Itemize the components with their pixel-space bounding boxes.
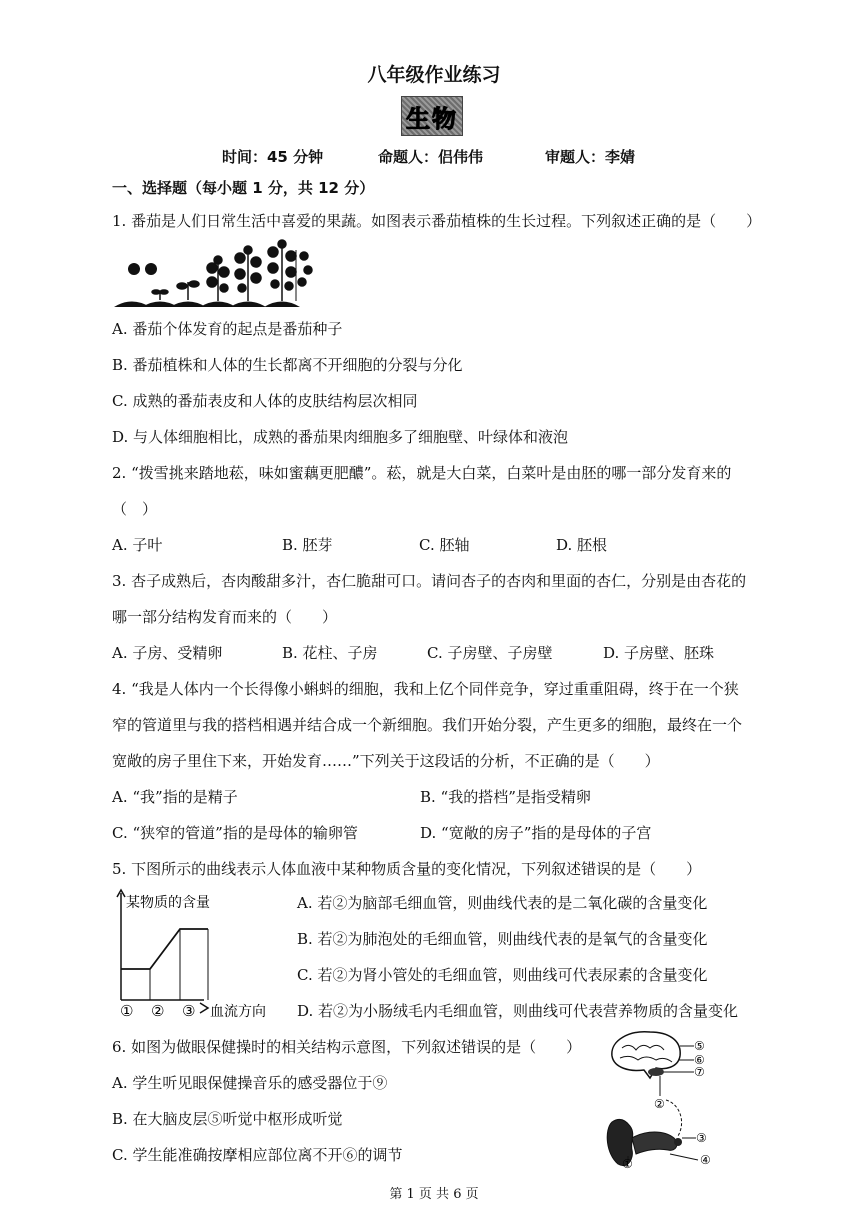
tomato-fruit-icon [145,263,157,275]
q1-option-c: C. 成熟的番茄表皮和人体的皮肤结构层次相同 [112,392,418,410]
chart-tick-2: ② [151,1002,165,1019]
chart-y-label: 某物质的含量 [126,895,210,911]
soil-mound-icon [230,302,266,308]
q3-stem-line2: 哪一部分结构发育而来的（ ） [112,608,338,626]
label-4: ④ [700,1153,711,1167]
label-7: ⑦ [694,1065,705,1079]
q2-option-c: C. 胚轴 [419,536,470,554]
q6-option-b: B. 在大脑皮层⑤听觉中枢形成听觉 [112,1110,343,1128]
page-footer: 第 1 页 共 6 页 [389,1187,479,1202]
q3-option-d: D. 子房壁、胚珠 [603,644,715,662]
q4-stem-line2: 窄的管道里与我的搭档相遇并结合成一个新细胞。我们开始分裂，产生更多的细胞，最终在一个 [112,716,743,734]
q3-option-c: C. 子房壁、子房壁 [427,644,553,662]
page-title: 八年级作业练习 [367,64,501,86]
soil-mound-icon [170,302,206,308]
q5-stem: 5. 下图所示的曲线表示人体血液中某种物质含量的变化情况，下列叙述错误的是（ ） [112,860,702,878]
q3-option-b: B. 花柱、子房 [282,644,378,662]
section-heading: 一、选择题（每小题 1 分，共 12 分） [112,179,375,197]
q5-curve-chart [112,887,282,1019]
q5-option-c: C. 若②为肾小管处的毛细血管，则曲线可代表尿素的含量变化 [297,966,708,984]
q3-stem-line1: 3. 杏子成熟后，杏肉酸甜多汁，杏仁脆甜可口。请问杏子的杏肉和里面的杏仁，分别是由杏花的 [112,572,747,590]
subject-stamp-text: 生物 [406,104,458,133]
chart-x-label: 血流方向 [210,1004,266,1019]
label-6: ⑥ [694,1053,705,1067]
q4-option-b: B. “我的搭档”是指受精卵 [420,788,591,806]
q4-stem-line3: 宽敞的房子里住下来，开始发育……”下列关于这段话的分析，不正确的是（ ） [112,752,660,770]
q1-option-a: A. 番茄个体发育的起点是番茄种子 [112,320,343,338]
q4-option-c: C. “狭窄的管道”指的是母体的输卵管 [112,824,358,842]
q2-stem-line1: 2. “拨雪挑来踏地菘，味如蜜藕更肥醲”。菘，就是大白菜，白菜叶是由胚的哪一部分发育来的 [112,464,732,482]
q6-stem: 6. 如图为做眼保健操时的相关结构示意图，下列叙述错误的是（ ） [112,1038,582,1056]
chart-tick-1: ① [120,1002,134,1019]
q2-option-a: A. 子叶 [112,536,163,554]
soil-mound-icon [200,302,236,308]
chart-curve [121,929,208,969]
meta-reviewer: 审题人：李婧 [545,148,636,166]
q2-option-b: B. 胚芽 [282,536,333,554]
soil-mound-icon [264,302,300,308]
q1-stem: 1. 番茄是人们日常生活中喜爱的果蔬。如图表示番茄植株的生长过程。下列叙述正确的是（ ） [112,212,762,230]
label-5: ⑤ [694,1039,705,1053]
q2-option-d: D. 胚根 [556,536,608,554]
chart-tick-3: ③ [182,1002,196,1019]
q4-option-d: D. “宽敞的房子”指的是母体的子宫 [420,824,652,842]
q1-option-b: B. 番茄植株和人体的生长都离不开细胞的分裂与分化 [112,356,463,374]
q5-option-b: B. 若②为肺泡处的毛细血管，则曲线代表的是氧气的含量变化 [297,930,708,948]
label-1: ① [622,1157,633,1171]
q4-stem-line1: 4. “我是人体内一个长得像小蝌蚪的细胞，我和上亿个同伴竞争，穿过重重阻碍，终于在一个狭 [112,680,739,698]
label-3: ③ [696,1131,707,1145]
brain-icon [612,1032,680,1078]
q6-option-c: C. 学生能准确按摩相应部位离不开⑥的调节 [112,1146,403,1164]
tomato-fruit-icon [128,263,140,275]
q6-option-a: A. 学生听见眼保健操音乐的感受器位于⑨ [112,1074,388,1092]
label-2: ② [654,1097,665,1111]
tomato-growth-figure [112,238,322,308]
meta-author: 命题人：侣伟伟 [378,148,484,166]
q5-option-a: A. 若②为脑部毛细血管，则曲线代表的是二氧化碳的含量变化 [297,894,708,912]
q2-stem-line2: （ ） [112,500,158,518]
q3-option-a: A. 子房、受精卵 [112,644,223,662]
subject-stamp [401,96,463,136]
q4-option-a: A. “我”指的是精子 [112,788,238,806]
x-axis-arrow-icon [200,1003,208,1013]
meta-time: 时间：45 分钟 [222,148,324,166]
brain-ear-diagram [600,1026,720,1174]
q1-option-d: D. 与人体细胞相比，成熟的番茄果肉细胞多了细胞壁、叶绿体和液泡 [112,428,569,446]
q5-option-d: D. 若②为小肠绒毛内毛细血管，则曲线可代表营养物质的含量变化 [297,1002,739,1020]
